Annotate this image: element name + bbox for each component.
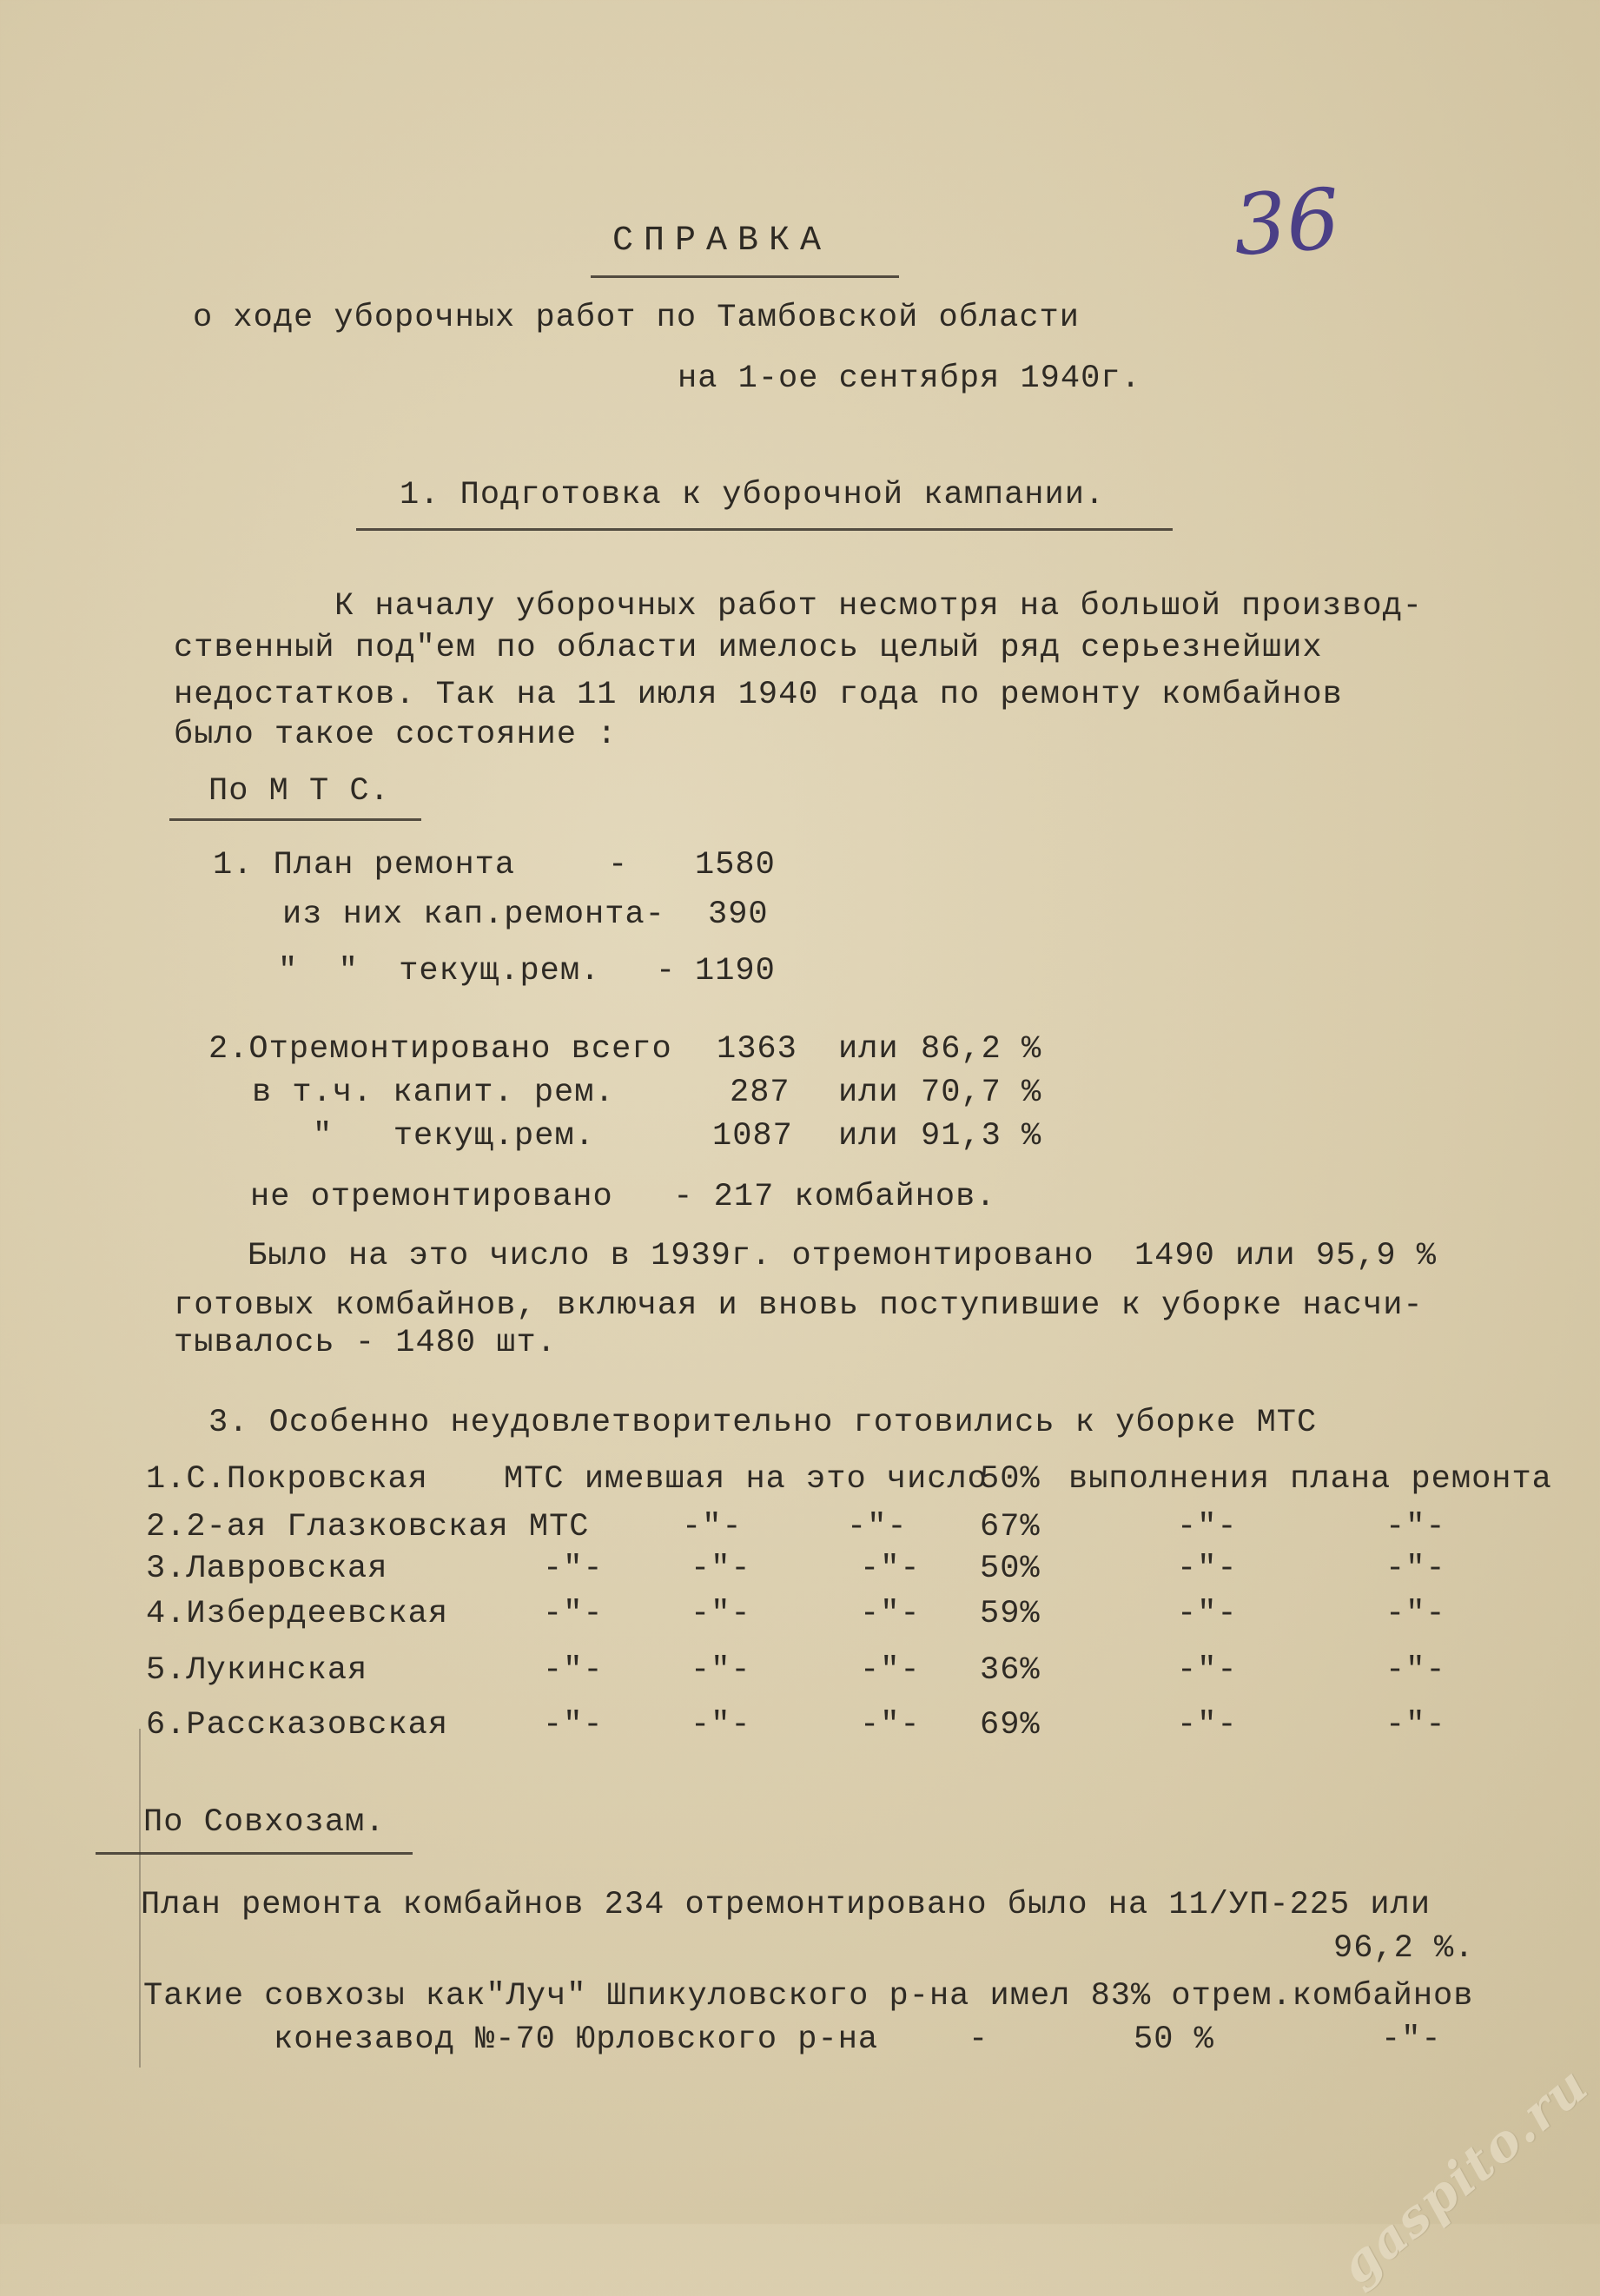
mts-percent: 50% <box>980 1461 1041 1498</box>
mts-name: 5.Лукинская <box>146 1652 368 1689</box>
repaired-percent: 91,3 % <box>921 1118 1042 1155</box>
repaired-value: 1087 <box>712 1118 793 1155</box>
sovkhoz-heading: По Совхозам. <box>143 1804 386 1841</box>
repaired-or: или <box>838 1075 899 1111</box>
sovkhoz-line1-percent: 96,2 %. <box>1333 1930 1475 1967</box>
mts-percent: 36% <box>980 1652 1041 1689</box>
paragraph-line: тывалось - 1480 шт. <box>174 1325 557 1361</box>
ditto-mark: -"- <box>1385 1509 1446 1545</box>
mts-percent: 50% <box>980 1551 1041 1587</box>
ditto-mark: -"- <box>1177 1509 1238 1545</box>
mts-name: 3.Лавровская <box>146 1551 388 1587</box>
plan-value: 1580 <box>695 847 776 883</box>
repaired-label: в т.ч. капит. рем. <box>252 1075 615 1111</box>
ditto-mark: -"- <box>543 1652 604 1689</box>
plan-sep: - <box>656 953 677 989</box>
repaired-value: 287 <box>730 1075 790 1111</box>
mts-percent: 69% <box>980 1707 1041 1744</box>
paragraph-line: Было на это число в 1939г. отремонтировано 1490 или 95,9 % <box>248 1238 1438 1274</box>
mts-tail: выполнения плана ремонта <box>1068 1461 1552 1498</box>
mts-name: 6.Рассказовская <box>146 1707 449 1744</box>
repaired-label: " текущ.рем. <box>313 1118 595 1155</box>
ditto-mark: -"- <box>1381 2021 1442 2058</box>
ditto-mark: -"- <box>860 1652 921 1689</box>
not-repaired: не отремонтировано - 217 комбайнов. <box>250 1179 996 1215</box>
repaired-or: или <box>838 1118 899 1155</box>
paragraph-line: готовых комбайнов, включая и вновь поступившие к уборке насчи- <box>174 1287 1424 1324</box>
point3-heading: 3. Особенно неудовлетворительно готовились к уборке МТС <box>208 1405 1318 1441</box>
mts-percent: 67% <box>980 1509 1041 1545</box>
sovkhoz-heading-underline <box>96 1852 413 1855</box>
mts-percent: 59% <box>980 1596 1041 1632</box>
ditto-mark: -"- <box>691 1596 751 1632</box>
mts-mid: МТС имевшая на это число <box>504 1461 988 1498</box>
plan-label: " " текущ.рем. <box>278 953 601 989</box>
ditto-mark: -"- <box>1385 1596 1446 1632</box>
sovkhoz-line3-sep: - <box>969 2021 989 2058</box>
repaired-label: 2.Отремонтировано всего <box>208 1031 672 1068</box>
ditto-mark: -"- <box>1177 1652 1238 1689</box>
sovkhoz-line1: План ремонта комбайнов 234 отремонтировано было на 11/УП-225 или <box>141 1887 1431 1923</box>
ditto-mark: -"- <box>691 1707 751 1744</box>
document-title: СПРАВКА <box>612 222 832 261</box>
section1-heading: 1. Подготовка к уборочной кампании. <box>400 477 1106 513</box>
plan-label: 1. План ремонта <box>213 847 516 883</box>
ditto-mark: -"- <box>543 1707 604 1744</box>
paragraph-line: недостатков. Так на 11 июля 1940 года по ремонту комбайнов <box>174 677 1343 713</box>
ditto-mark: -"- <box>543 1551 604 1587</box>
ditto-mark: -"- <box>1177 1551 1238 1587</box>
repaired-percent: 86,2 % <box>921 1031 1042 1068</box>
mts-name: 4.Избердеевская <box>146 1596 449 1632</box>
sovkhoz-line2: Такие совхозы как"Луч" Шпикуловского р-на имел 83% отрем.комбайнов <box>143 1978 1474 2015</box>
watermark: gaspito.ru <box>1328 2054 1600 2296</box>
document-subtitle-line2: на 1-ое сентября 1940г. <box>678 361 1141 397</box>
mts-name: 1.С.Покровская <box>146 1461 428 1498</box>
document-subtitle-line1: о ходе уборочных работ по Тамбовской области <box>193 300 1080 336</box>
mts-heading-underline <box>169 818 421 821</box>
plan-value: 1190 <box>695 953 776 989</box>
plan-sep: - <box>608 847 629 883</box>
ditto-mark: -"- <box>1385 1551 1446 1587</box>
mts-heading: По М Т С. <box>208 773 390 810</box>
ditto-mark: -"- <box>691 1652 751 1689</box>
ditto-mark: -"- <box>860 1707 921 1744</box>
page-number-handwritten: 36 <box>1230 169 1343 275</box>
ditto-mark: -"- <box>682 1509 743 1545</box>
repaired-value: 1363 <box>717 1031 797 1068</box>
title-underline <box>591 275 899 278</box>
paragraph-line: было такое состояние : <box>174 717 618 753</box>
ditto-mark: -"- <box>847 1509 908 1545</box>
ditto-mark: -"- <box>543 1596 604 1632</box>
paragraph-line: ственный под"ем по области имелось целый ряд серьезнейших <box>174 630 1323 666</box>
plan-value: 390 <box>708 897 769 933</box>
ditto-mark: -"- <box>1177 1707 1238 1744</box>
ditto-mark: -"- <box>1385 1707 1446 1744</box>
ditto-mark: -"- <box>1385 1652 1446 1689</box>
ditto-mark: -"- <box>860 1596 921 1632</box>
sovkhoz-line3-percent: 50 % <box>1134 2021 1214 2058</box>
ditto-mark: -"- <box>691 1551 751 1587</box>
section1-heading-underline <box>356 528 1173 531</box>
ditto-mark: -"- <box>1177 1596 1238 1632</box>
repaired-or: или <box>838 1031 899 1068</box>
repaired-percent: 70,7 % <box>921 1075 1042 1111</box>
plan-label: из них кап.ремонта- <box>282 897 665 933</box>
mts-name: 2.2-ая Глазковская МТС <box>146 1509 590 1545</box>
paragraph-line: К началу уборочных работ несмотря на большой производ- <box>334 588 1423 625</box>
ditto-mark: -"- <box>860 1551 921 1587</box>
sovkhoz-line3-name: конезавод №-70 Юрловского р-на <box>274 2021 879 2058</box>
